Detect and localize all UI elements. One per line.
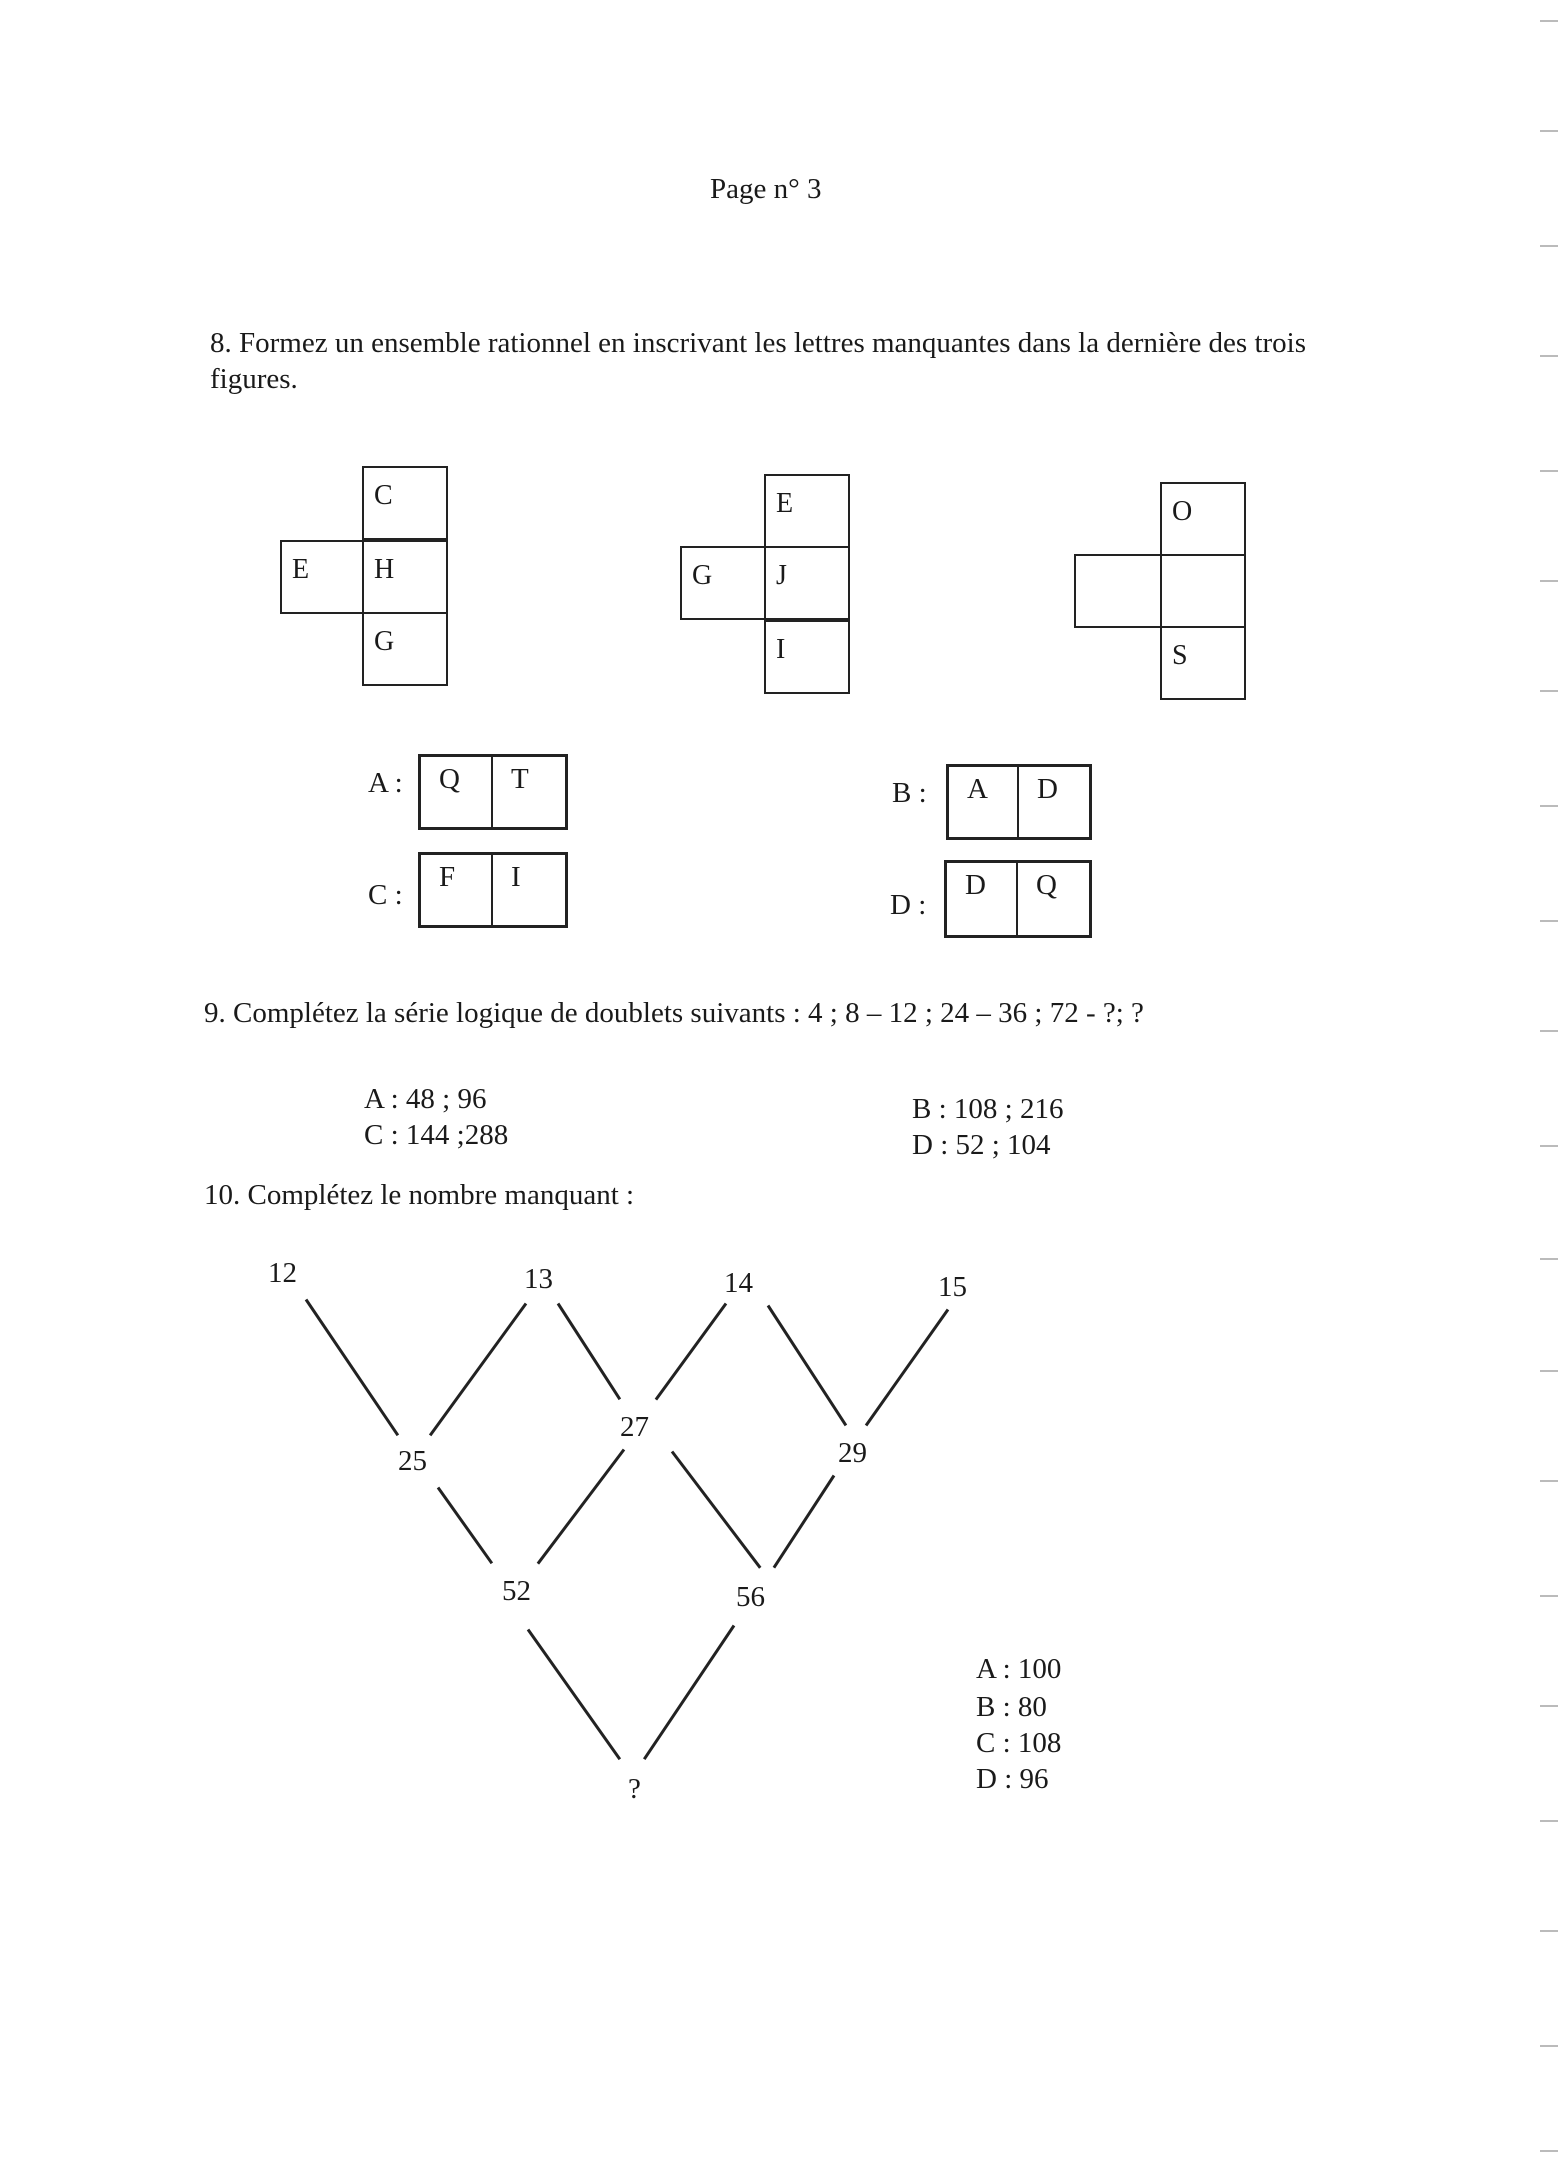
q10-option-b[interactable]: B : 80 [976,1691,1047,1723]
q8-option-b-first: A [949,767,1019,837]
q9-option-b[interactable]: B : 108 ; 216 [912,1093,1064,1125]
q9-option-d[interactable]: D : 52 ; 104 [912,1129,1051,1161]
tree-edge [527,1629,621,1761]
fig1-top-cell: C [362,466,448,540]
tree-edge [773,1475,836,1569]
tree-edge [437,1487,493,1565]
tree-node-missing: ? [628,1773,641,1805]
q8-option-d-label: D : [890,889,927,921]
tree-edge [767,1305,848,1427]
q8-option-a-second: T [511,763,529,795]
tree-edge [557,1303,622,1401]
tree-node-13: 13 [524,1263,553,1295]
scan-mark [1540,1030,1558,1032]
question-10-text: 10. Complétez le nombre manquant : [204,1179,635,1211]
fig1-left-cell: E [280,540,364,614]
tree-edge [655,1303,727,1401]
fig2-center-cell: J [764,546,850,620]
tree-edge [865,1309,949,1427]
scan-mark [1540,1595,1558,1597]
tree-node-25: 25 [398,1445,427,1477]
scan-mark [1540,805,1558,807]
q8-option-a-box[interactable] [418,754,568,830]
q8-option-b-second: D [1037,773,1058,805]
scan-mark [1540,470,1558,472]
scan-mark [1540,1705,1558,1707]
q10-option-a[interactable]: A : 100 [976,1653,1062,1685]
page-title: Page n° 3 [710,173,822,205]
scan-mark [1540,2045,1558,2047]
scan-mark [1540,1480,1558,1482]
scan-mark [1540,20,1558,22]
q8-option-c-box[interactable] [418,852,568,928]
q8-option-b-box[interactable] [946,764,1092,840]
fig2-left-cell: G [680,546,766,620]
q8-option-c-first: F [421,855,493,925]
scan-mark [1540,1820,1558,1822]
scan-mark [1540,2150,1558,2152]
q8-option-a-label: A : [368,767,403,799]
scan-mark [1540,580,1558,582]
fig3-center-cell [1160,554,1246,628]
tree-node-56: 56 [736,1581,765,1613]
tree-edge [305,1299,399,1437]
scan-mark [1540,355,1558,357]
tree-node-27: 27 [620,1411,649,1443]
q8-option-d-second: Q [1036,869,1057,901]
question-9-text: 9. Complétez la série logique de doublets suivants : 4 ; 8 – 12 ; 24 – 36 ; 72 - ?; ? [204,997,1144,1029]
q8-option-b-label: B : [892,777,927,809]
question-8-text: 8. Formez un ensemble rationnel en inscrivant les lettres manquantes dans la dernière des trois figures. [210,327,1307,396]
fig3-bottom-cell: S [1160,626,1246,700]
tree-node-29: 29 [838,1437,867,1469]
scan-mark [1540,920,1558,922]
fig2-bottom-cell: I [764,620,850,694]
scan-mark [1540,245,1558,247]
q8-option-c-label: C : [368,879,403,911]
tree-node-12: 12 [268,1257,297,1289]
fig2-top-cell: E [764,474,850,548]
q10-option-c[interactable]: C : 108 [976,1727,1062,1759]
scan-mark [1540,130,1558,132]
scan-mark [1540,1258,1558,1260]
tree-edge [643,1625,735,1761]
tree-edge [429,1303,527,1437]
q10-option-d[interactable]: D : 96 [976,1763,1049,1795]
tree-node-15: 15 [938,1271,967,1303]
tree-node-52: 52 [502,1575,531,1607]
q9-option-a[interactable]: A : 48 ; 96 [364,1083,487,1115]
q9-option-c[interactable]: C : 144 ;288 [364,1119,509,1151]
fig1-bottom-cell: G [362,612,448,686]
scan-mark [1540,1930,1558,1932]
q8-option-d-box[interactable] [944,860,1092,938]
fig3-top-cell: O [1160,482,1246,556]
scan-mark [1540,1370,1558,1372]
tree-edge [537,1449,625,1565]
scan-mark [1540,1145,1558,1147]
q8-option-a-first: Q [421,757,493,827]
q8-option-d-first: D [947,863,1018,935]
fig1-center-cell: H [362,540,448,614]
tree-edge [671,1451,761,1569]
scan-mark [1540,690,1558,692]
q8-option-c-second: I [511,861,521,893]
tree-node-14: 14 [724,1267,753,1299]
fig3-left-cell [1074,554,1162,628]
